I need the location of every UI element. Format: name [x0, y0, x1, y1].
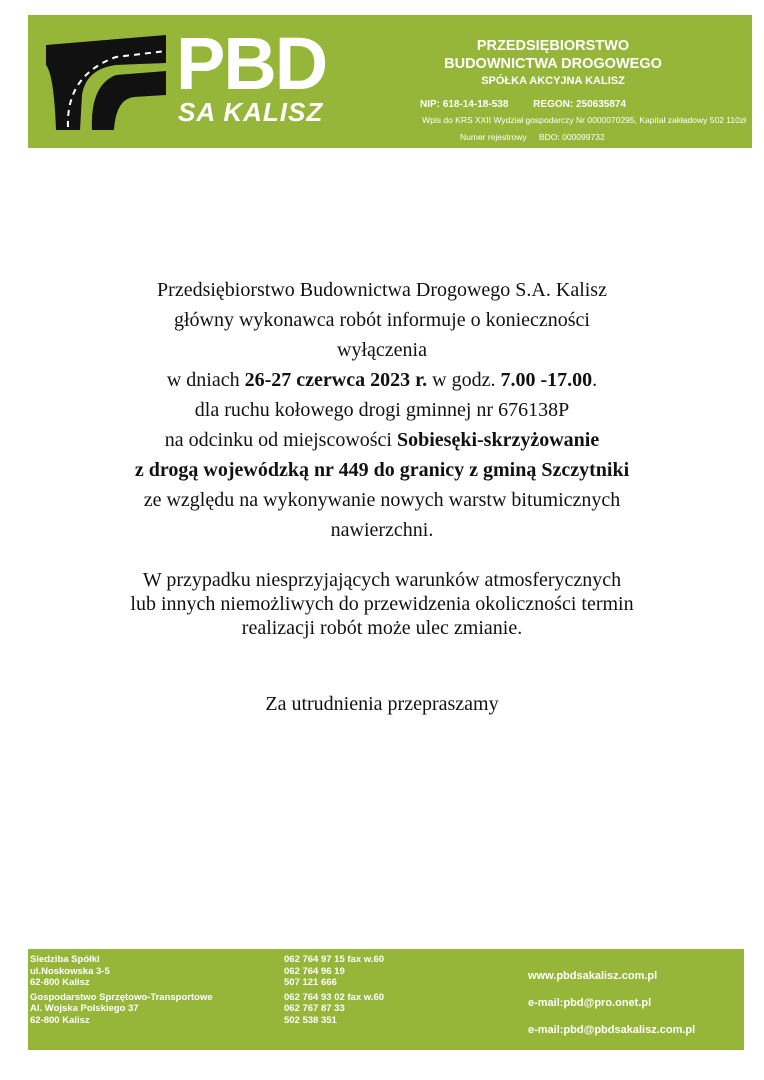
- text: w dniach: [166, 369, 245, 391]
- notice-line: wyłączenia: [337, 339, 427, 361]
- notice-text: [60, 275, 704, 545]
- phone: 062 764 97 15 fax w.60: [284, 954, 385, 965]
- registry-label: Numer rejestrowy: [460, 132, 527, 142]
- hq-title: Siedziba Spółki: [30, 954, 100, 965]
- disclaimer-line: realizacji robót może ulec zmianie.: [241, 617, 523, 639]
- notice-line-dates: [60, 365, 704, 395]
- section-start: Sobiesęki-skrzyżowanie: [396, 429, 600, 451]
- website-link[interactable]: www.pbdsakalisz.com.pl: [528, 970, 658, 982]
- email-link[interactable]: e-mail:pbd@pbdsakalisz.com.pl: [528, 1024, 696, 1036]
- krs-info: Wpis do KRS XXII Wydział gospodarczy Nr 0000070295, Kapitał zakładowy 502 110zł: [422, 115, 746, 125]
- letterhead-banner: [28, 15, 752, 148]
- gst-street: Al. Wojska Polskiego 37: [30, 1003, 139, 1014]
- phone: 062 764 96 19: [284, 965, 345, 977]
- notice-line: nawierzchni.: [330, 519, 434, 541]
- closing-apology: Za utrudnienia przepraszamy: [265, 693, 499, 715]
- dates: 26-27 czerwca 2023 r.: [244, 369, 428, 391]
- company-line: SPÓŁKA AKCYJNA KALISZ: [481, 75, 625, 87]
- notice-line-section: [60, 425, 704, 455]
- hq-city: 62-800 Kalisz: [30, 977, 90, 988]
- company-name: [388, 37, 718, 89]
- phone: 507 121 666: [284, 977, 337, 988]
- logo-subtitle: SA KALISZ: [178, 97, 324, 127]
- nip: NIP: 618-14-18-538: [420, 99, 509, 110]
- weather-disclaimer: [60, 568, 704, 640]
- notice-line: główny wykonawca robót informuje o konieczności: [173, 309, 590, 331]
- tax-ids: [420, 99, 648, 110]
- logo-wordmark: PBD: [176, 22, 327, 105]
- notice-line: ze względu na wykonywanie nowych warstw bitumicznych: [143, 489, 621, 511]
- text: w godz.: [427, 369, 501, 391]
- disclaimer-line: W przypadku niesprzyjających warunków atmosferycznych: [142, 569, 622, 591]
- hq-street: ul.Noskowska 3-5: [30, 965, 110, 977]
- registry-info: [460, 132, 615, 142]
- notice-line-bold: [60, 455, 704, 485]
- company-line: BUDOWNICTWA DROGOWEGO: [444, 56, 662, 72]
- email-link[interactable]: e-mail:pbd@pro.onet.pl: [528, 997, 652, 1009]
- footer-contact: [528, 963, 695, 1044]
- notice-line: Przedsiębiorstwo Budownictwa Drogowego S.A. Kalisz: [157, 279, 607, 301]
- footer-phones: [284, 954, 384, 1026]
- regon: REGON: 250635874: [533, 99, 627, 110]
- footer-addresses: [30, 954, 213, 1026]
- phone: 062 764 93 02 fax w.60: [284, 991, 385, 1003]
- section-end: z drogą wojewódzką nr 449 do granicy z gminą Szczytniki: [134, 459, 630, 481]
- notice-line: dla ruchu kołowego drogi gminnej nr 676138P: [194, 399, 570, 421]
- gst-city: 62-800 Kalisz: [30, 1014, 90, 1026]
- text: .: [592, 369, 598, 391]
- disclaimer-line: lub innych niemożliwych do przewidzenia okoliczności termin: [130, 593, 634, 615]
- road-logo-icon: [46, 35, 166, 130]
- footer-banner: [28, 949, 744, 1050]
- bdo: BDO: 000099732: [538, 132, 605, 142]
- phone: 502 538 351: [284, 1014, 337, 1026]
- text: na odcinku od miejscowości: [164, 429, 397, 451]
- company-line: PRZEDSIĘBIORSTWO: [476, 38, 630, 54]
- phone: 062 767 87 33: [284, 1003, 345, 1014]
- hours: 7.00 -17.00: [500, 369, 593, 391]
- gst-title: Gospodarstwo Sprzętowo-Transportowe: [30, 991, 213, 1003]
